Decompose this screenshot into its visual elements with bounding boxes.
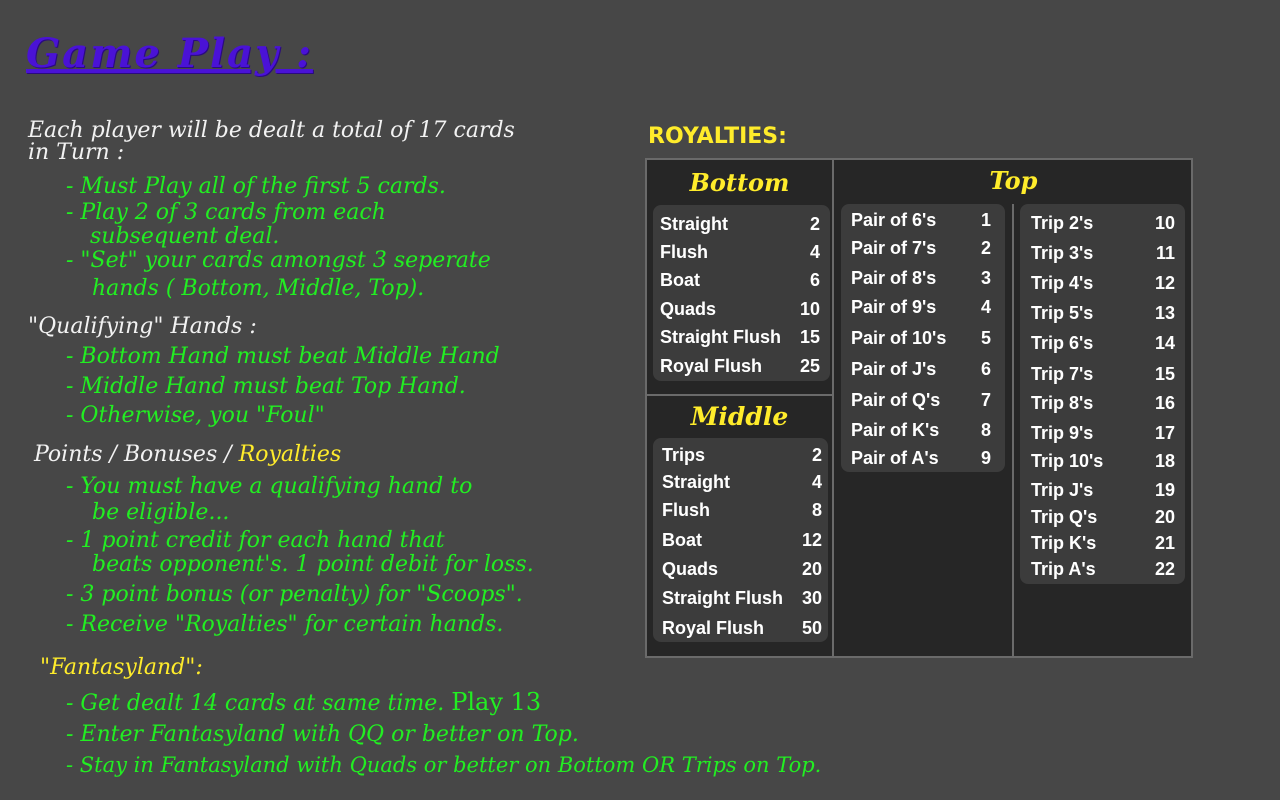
top-trip-hand-value: 15 bbox=[1154, 364, 1175, 384]
top-pair-hand-value: 5 bbox=[980, 328, 991, 348]
top-pair-hand-name: Pair of K's bbox=[851, 420, 940, 440]
top-trip-row bbox=[1031, 213, 1175, 237]
intro-bullet: - Play 2 of 3 cards from each bbox=[66, 200, 386, 225]
points-bullet: - Receive "Royalties" for certain hands. bbox=[66, 612, 504, 637]
bottom-hand-value: 4 bbox=[809, 242, 820, 262]
top-trip-row bbox=[1031, 559, 1175, 583]
top-trip-row bbox=[1031, 333, 1175, 357]
bottom-section-label: Bottom bbox=[689, 168, 790, 197]
middle-row bbox=[662, 530, 822, 554]
top-pair-hand-value: 7 bbox=[980, 390, 991, 410]
top-trip-hand-value: 18 bbox=[1154, 451, 1175, 471]
top-trip-hand-name: Trip 4's bbox=[1031, 273, 1094, 293]
middle-hand-name: Straight bbox=[662, 472, 731, 492]
fantasyland-bullet-text: - Get dealt 14 cards at same time. bbox=[66, 691, 445, 716]
top-trip-hand-name: Trip 3's bbox=[1031, 243, 1094, 263]
middle-hand-value: 2 bbox=[811, 445, 822, 465]
fantasyland-heading: "Fantasyland": bbox=[40, 655, 203, 680]
bottom-hand-value: 15 bbox=[799, 327, 820, 347]
top-trip-hand-name: Trip A's bbox=[1031, 559, 1096, 579]
points-bullet-cont: be eligible... bbox=[92, 500, 230, 525]
top-pair-hand-name: Pair of 10's bbox=[851, 328, 947, 348]
bottom-row bbox=[660, 299, 820, 323]
middle-hand-value: 50 bbox=[801, 618, 822, 638]
top-pair-hand-name: Pair of 6's bbox=[851, 210, 937, 230]
bottom-hand-name: Quads bbox=[660, 299, 717, 319]
bottom-row bbox=[660, 214, 820, 238]
fantasyland-bullet: - Enter Fantasyland with QQ or better on Top. bbox=[66, 722, 579, 747]
points-heading-text: Points / Bonuses / bbox=[34, 442, 232, 467]
top-trip-hand-name: Trip 9's bbox=[1031, 423, 1094, 443]
bottom-hand-name: Royal Flush bbox=[660, 356, 763, 376]
top-trip-row bbox=[1031, 273, 1175, 297]
top-trip-hand-value: 22 bbox=[1154, 559, 1175, 579]
top-trip-hand-name: Trip 7's bbox=[1031, 364, 1094, 384]
middle-hand-value: 20 bbox=[801, 559, 822, 579]
bottom-row bbox=[660, 356, 820, 380]
top-pair-row bbox=[851, 390, 991, 414]
top-trip-row bbox=[1031, 393, 1175, 417]
top-pair-row bbox=[851, 420, 991, 444]
top-trip-hand-name: Trip Q's bbox=[1031, 507, 1098, 527]
middle-hand-value: 4 bbox=[811, 472, 822, 492]
bottom-hand-value: 6 bbox=[809, 270, 820, 290]
top-pair-hand-name: Pair of 9's bbox=[851, 297, 937, 317]
fantasyland-bullet: - Stay in Fantasyland with Quads or better on Bottom OR Trips on Top. bbox=[66, 753, 822, 777]
bottom-hand-name: Boat bbox=[660, 270, 700, 290]
top-pair-hand-name: Pair of Q's bbox=[851, 390, 941, 410]
top-trip-hand-value: 14 bbox=[1154, 333, 1175, 353]
top-trip-hand-name: Trip 5's bbox=[1031, 303, 1094, 323]
top-trip-hand-value: 12 bbox=[1154, 273, 1175, 293]
bottom-hand-name: Flush bbox=[660, 242, 708, 262]
top-pair-hand-value: 2 bbox=[980, 238, 991, 258]
middle-hand-name: Trips bbox=[662, 445, 706, 465]
top-trip-row bbox=[1031, 423, 1175, 447]
top-section-label: Top bbox=[989, 166, 1038, 195]
top-trip-hand-name: Trip 8's bbox=[1031, 393, 1094, 413]
intro-bullet-cont: hands ( Bottom, Middle, Top). bbox=[92, 276, 425, 301]
qualifying-bullet: - Bottom Hand must beat Middle Hand bbox=[66, 344, 500, 369]
points-heading bbox=[34, 442, 341, 467]
top-pair-hand-name: Pair of 8's bbox=[851, 268, 937, 288]
top-pair-hand-value: 6 bbox=[980, 359, 991, 379]
top-pair-hand-value: 3 bbox=[980, 268, 991, 288]
middle-row bbox=[662, 588, 822, 612]
table-divider bbox=[645, 394, 834, 396]
page-title: Game Play : bbox=[26, 30, 313, 77]
top-pair-hand-name: Pair of A's bbox=[851, 448, 939, 468]
bottom-row bbox=[660, 270, 820, 294]
qualifying-bullet: - Otherwise, you "Foul" bbox=[66, 403, 325, 428]
intro-line-1: Each player will be dealt a total of 17 cards bbox=[28, 118, 515, 143]
middle-hand-name: Boat bbox=[662, 530, 702, 550]
top-pair-row bbox=[851, 297, 991, 321]
top-trip-hand-value: 10 bbox=[1154, 213, 1175, 233]
top-trip-hand-value: 16 bbox=[1154, 393, 1175, 413]
top-pair-hand-value: 9 bbox=[980, 448, 991, 468]
top-pair-row bbox=[851, 268, 991, 292]
top-trip-row bbox=[1031, 507, 1175, 531]
top-trip-hand-name: Trip 10's bbox=[1031, 451, 1104, 471]
intro-bullet: - Must Play all of the first 5 cards. bbox=[66, 174, 446, 199]
top-trip-row bbox=[1031, 533, 1175, 557]
top-pair-row bbox=[851, 328, 991, 352]
top-trip-row bbox=[1031, 243, 1175, 267]
middle-hand-value: 12 bbox=[801, 530, 822, 550]
bottom-row bbox=[660, 242, 820, 266]
points-bullet: - 3 point bonus (or penalty) for "Scoops". bbox=[66, 582, 523, 607]
middle-hand-name: Straight Flush bbox=[662, 588, 783, 608]
top-pair-hand-name: Pair of 7's bbox=[851, 238, 937, 258]
middle-hand-value: 8 bbox=[811, 500, 822, 520]
top-trip-row bbox=[1031, 364, 1175, 388]
top-pair-hand-name: Pair of J's bbox=[851, 359, 937, 379]
fantasyland-bullet bbox=[66, 688, 541, 716]
bottom-row bbox=[660, 327, 820, 351]
top-pair-row bbox=[851, 359, 991, 383]
top-trip-hand-name: Trip 6's bbox=[1031, 333, 1094, 353]
top-trip-hand-value: 17 bbox=[1154, 423, 1175, 443]
top-trip-hand-value: 21 bbox=[1154, 533, 1175, 553]
top-trip-row bbox=[1031, 303, 1175, 327]
top-trip-row bbox=[1031, 451, 1175, 475]
points-heading-royalties: Royalties bbox=[238, 442, 342, 467]
intro-bullet: - "Set" your cards amongst 3 seperate bbox=[66, 248, 491, 273]
middle-hand-name: Royal Flush bbox=[662, 618, 765, 638]
top-pair-hand-value: 1 bbox=[980, 210, 991, 230]
top-trip-hand-value: 19 bbox=[1154, 480, 1175, 500]
middle-hand-name: Flush bbox=[662, 500, 710, 520]
middle-hand-name: Quads bbox=[662, 559, 719, 579]
points-bullet-cont: beats opponent's. 1 point debit for loss. bbox=[92, 552, 534, 577]
middle-row bbox=[662, 559, 822, 583]
top-trip-hand-value: 11 bbox=[1155, 243, 1175, 263]
fantasyland-bullet-play: Play 13 bbox=[451, 688, 542, 716]
top-pair-hand-value: 4 bbox=[980, 297, 991, 317]
points-bullet: - 1 point credit for each hand that bbox=[66, 528, 445, 553]
intro-bullet-cont: subsequent deal. bbox=[90, 224, 280, 249]
table-divider bbox=[1012, 204, 1014, 658]
bottom-hand-value: 2 bbox=[809, 214, 820, 234]
top-trip-row bbox=[1031, 480, 1175, 504]
top-trip-hand-value: 20 bbox=[1154, 507, 1175, 527]
qualifying-bullet: - Middle Hand must beat Top Hand. bbox=[66, 374, 466, 399]
points-bullet: - You must have a qualifying hand to bbox=[66, 474, 473, 499]
bottom-hand-name: Straight bbox=[660, 214, 729, 234]
top-pair-row bbox=[851, 238, 991, 262]
intro-line-2: in Turn : bbox=[28, 140, 125, 165]
middle-section-label: Middle bbox=[690, 402, 789, 431]
middle-row bbox=[662, 618, 822, 642]
top-pair-row bbox=[851, 448, 991, 472]
top-pair-row bbox=[851, 210, 991, 234]
middle-row bbox=[662, 472, 822, 496]
top-pair-hand-value: 8 bbox=[980, 420, 991, 440]
top-trip-hand-name: Trip K's bbox=[1031, 533, 1097, 553]
middle-hand-value: 30 bbox=[801, 588, 822, 608]
table-divider bbox=[832, 158, 834, 658]
qualifying-heading: "Qualifying" Hands : bbox=[28, 314, 257, 339]
top-trip-hand-name: Trip 2's bbox=[1031, 213, 1094, 233]
bottom-hand-value: 25 bbox=[799, 356, 820, 376]
bottom-hand-name: Straight Flush bbox=[660, 327, 781, 347]
top-trip-hand-value: 13 bbox=[1154, 303, 1175, 323]
middle-row bbox=[662, 500, 822, 524]
top-trip-hand-name: Trip J's bbox=[1031, 480, 1094, 500]
middle-row bbox=[662, 445, 822, 469]
royalties-title: ROYALTIES: bbox=[648, 124, 787, 149]
bottom-hand-value: 10 bbox=[799, 299, 820, 319]
